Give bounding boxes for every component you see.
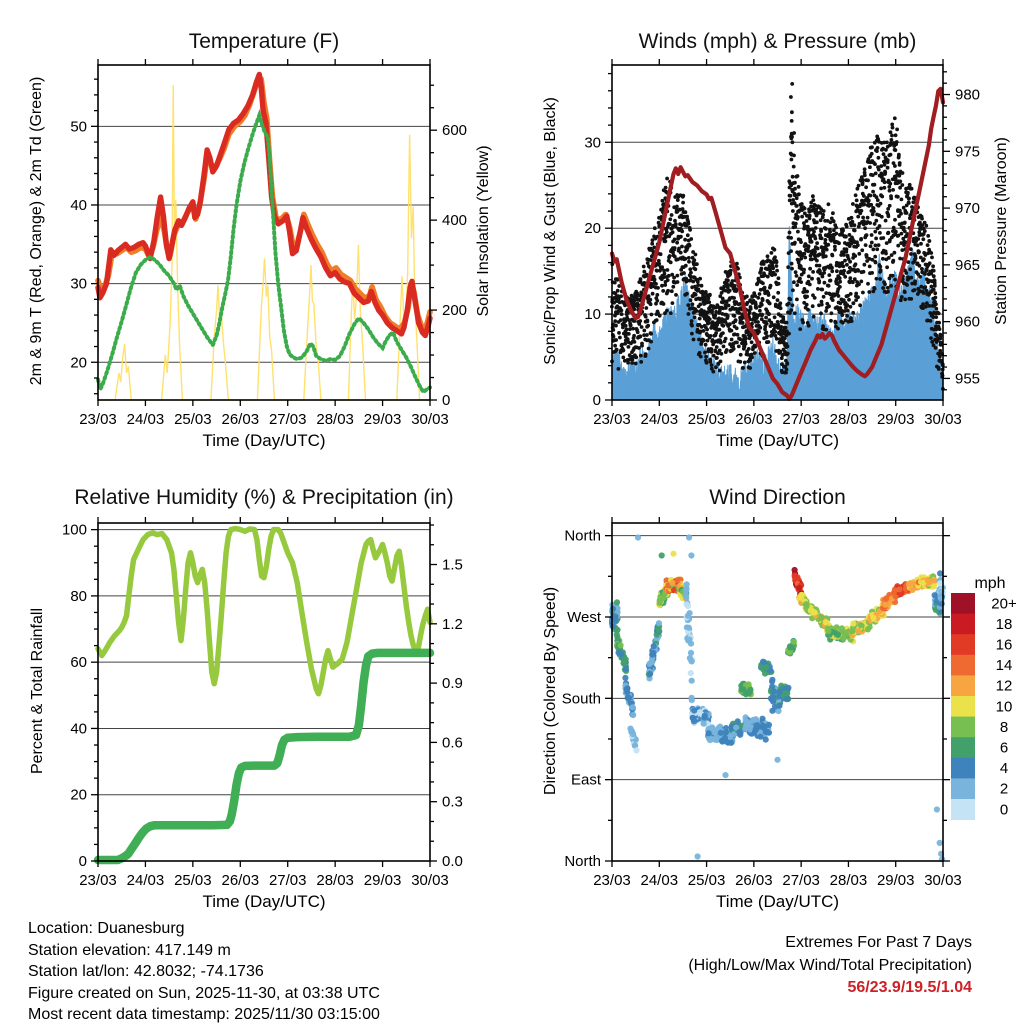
- svg-text:North: North: [564, 527, 601, 545]
- svg-text:60: 60: [70, 654, 87, 672]
- svg-text:955: 955: [955, 370, 981, 388]
- svg-text:960: 960: [955, 313, 981, 331]
- svg-text:400: 400: [442, 212, 468, 230]
- yaxis-label-winds-left: Sonic/Prop Wind & Gust (Blue, Black): [542, 97, 559, 365]
- svg-text:26/03: 26/03: [221, 872, 260, 889]
- svg-text:975: 975: [955, 143, 981, 161]
- extremes-subtitle: (High/Low/Max Wind/Total Precipitation): [688, 956, 972, 974]
- svg-text:25/03: 25/03: [174, 872, 212, 889]
- svg-text:980: 980: [955, 86, 981, 104]
- svg-text:27/03: 27/03: [782, 872, 820, 889]
- svg-text:0.6: 0.6: [442, 734, 463, 752]
- svg-text:0: 0: [442, 392, 451, 409]
- svg-text:4: 4: [999, 760, 1009, 778]
- svg-text:30/03: 30/03: [411, 411, 449, 428]
- extremes-block: [688, 932, 972, 1000]
- yaxis-label-humidity-left: Percent & Total Rainfall: [29, 608, 46, 775]
- svg-text:30/03: 30/03: [924, 872, 962, 889]
- svg-text:26/03: 26/03: [735, 411, 773, 428]
- svg-text:10: 10: [995, 698, 1013, 716]
- station-latlon: Station lat/lon: 42.8032; -74.1736: [28, 963, 264, 980]
- svg-text:0: 0: [999, 801, 1009, 819]
- svg-text:8: 8: [999, 718, 1009, 736]
- svg-text:0.9: 0.9: [442, 675, 463, 693]
- svg-text:23/03: 23/03: [593, 872, 631, 889]
- svg-text:20: 20: [70, 786, 87, 804]
- svg-text:25/03: 25/03: [687, 411, 726, 428]
- xaxis-label-winds: Time (Day/UTC): [715, 431, 840, 450]
- svg-text:1.2: 1.2: [442, 615, 463, 633]
- svg-text:North: North: [564, 853, 601, 870]
- svg-text:24/03: 24/03: [640, 411, 679, 428]
- svg-text:600: 600: [442, 122, 468, 140]
- chart-title-wind-direction: Wind Direction: [709, 486, 846, 509]
- svg-text:27/03: 27/03: [782, 411, 820, 428]
- svg-text:25/03: 25/03: [174, 411, 212, 428]
- svg-text:27/03: 27/03: [268, 872, 307, 889]
- svg-text:30/03: 30/03: [924, 411, 962, 428]
- xaxis-label-wind-direction: Time (Day/UTC): [715, 892, 840, 911]
- svg-text:50: 50: [70, 118, 87, 136]
- svg-text:40: 40: [70, 196, 87, 214]
- svg-text:14: 14: [995, 657, 1013, 675]
- wind-direction-chart: [562, 517, 962, 889]
- station-info-block: [28, 918, 380, 1024]
- svg-text:16: 16: [995, 636, 1013, 654]
- svg-text:29/03: 29/03: [363, 411, 402, 428]
- svg-text:West: West: [567, 608, 601, 626]
- svg-text:28/03: 28/03: [316, 872, 354, 889]
- svg-text:6: 6: [999, 739, 1009, 757]
- svg-text:29/03: 29/03: [876, 411, 915, 428]
- svg-text:26/03: 26/03: [221, 411, 260, 428]
- yaxis-label-direction-left: Direction (Colored By Speed): [542, 586, 559, 796]
- svg-text:28/03: 28/03: [829, 411, 868, 428]
- svg-text:20: 20: [70, 354, 87, 372]
- temperature-chart: [70, 59, 467, 428]
- svg-text:0: 0: [592, 392, 601, 409]
- svg-text:23/03: 23/03: [79, 411, 117, 428]
- svg-text:mph: mph: [974, 575, 1006, 592]
- svg-text:18: 18: [995, 615, 1013, 633]
- svg-text:0.3: 0.3: [442, 793, 463, 811]
- chart-title-temperature: Temperature (F): [188, 30, 340, 53]
- chart-title-winds-pressure: Winds (mph) & Pressure (mb): [638, 30, 917, 53]
- svg-text:29/03: 29/03: [876, 872, 915, 889]
- svg-text:30/03: 30/03: [411, 872, 449, 889]
- svg-text:27/03: 27/03: [268, 411, 307, 428]
- svg-text:24/03: 24/03: [640, 872, 679, 889]
- humidity-precip-chart: [62, 517, 463, 889]
- chart-title-humidity-precip: Relative Humidity (%) & Precipitation (in): [74, 486, 454, 509]
- figure-created-timestamp: Figure created on Sun, 2025-11-30, at 03:38 UTC: [28, 984, 380, 1002]
- recent-data-timestamp: Most recent data timestamp: 2025/11/30 03:15:00: [28, 1006, 380, 1023]
- svg-text:100: 100: [61, 521, 87, 539]
- svg-text:10: 10: [584, 306, 601, 324]
- xaxis-label-temperature: Time (Day/UTC): [202, 431, 326, 450]
- extremes-values: 56/23.9/19.5/1.04: [847, 979, 972, 996]
- svg-text:40: 40: [70, 720, 87, 738]
- svg-text:24/03: 24/03: [126, 872, 165, 889]
- svg-text:23/03: 23/03: [593, 411, 631, 428]
- svg-text:2: 2: [999, 780, 1009, 798]
- station-location: Location: Duanesburg: [28, 920, 185, 937]
- svg-text:28/03: 28/03: [316, 411, 354, 428]
- svg-text:12: 12: [995, 677, 1013, 695]
- svg-text:0: 0: [78, 853, 87, 870]
- svg-text:970: 970: [955, 200, 981, 218]
- winds-pressure-chart: [584, 59, 980, 428]
- svg-text:East: East: [570, 771, 601, 789]
- svg-text:23/03: 23/03: [79, 872, 117, 889]
- station-elevation: Station elevation: 417.149 m: [28, 941, 231, 959]
- svg-text:24/03: 24/03: [126, 411, 165, 428]
- svg-text:30: 30: [70, 275, 87, 293]
- xaxis-label-humidity: Time (Day/UTC): [202, 892, 326, 911]
- svg-text:29/03: 29/03: [363, 872, 402, 889]
- svg-text:South: South: [561, 690, 601, 708]
- svg-text:25/03: 25/03: [687, 872, 726, 889]
- svg-text:20: 20: [584, 220, 601, 238]
- wind-speed-colorbar: [951, 575, 1017, 820]
- svg-text:200: 200: [442, 302, 468, 320]
- yaxis-label-solar-right: Solar Insolation (Yellow): [475, 145, 492, 317]
- svg-text:28/03: 28/03: [829, 872, 868, 889]
- yaxis-label-pressure-right: Station Pressure (Maroon): [993, 137, 1010, 325]
- svg-text:20+: 20+: [991, 595, 1017, 613]
- yaxis-label-temperature-left: 2m & 9m T (Red, Orange) & 2m Td (Green): [28, 76, 45, 386]
- svg-text:30: 30: [584, 134, 601, 152]
- svg-text:80: 80: [70, 587, 87, 605]
- extremes-title: Extremes For Past 7 Days: [785, 934, 972, 951]
- svg-text:26/03: 26/03: [735, 872, 773, 889]
- svg-text:965: 965: [955, 256, 981, 274]
- svg-text:0.0: 0.0: [442, 853, 463, 870]
- svg-text:1.5: 1.5: [442, 556, 463, 574]
